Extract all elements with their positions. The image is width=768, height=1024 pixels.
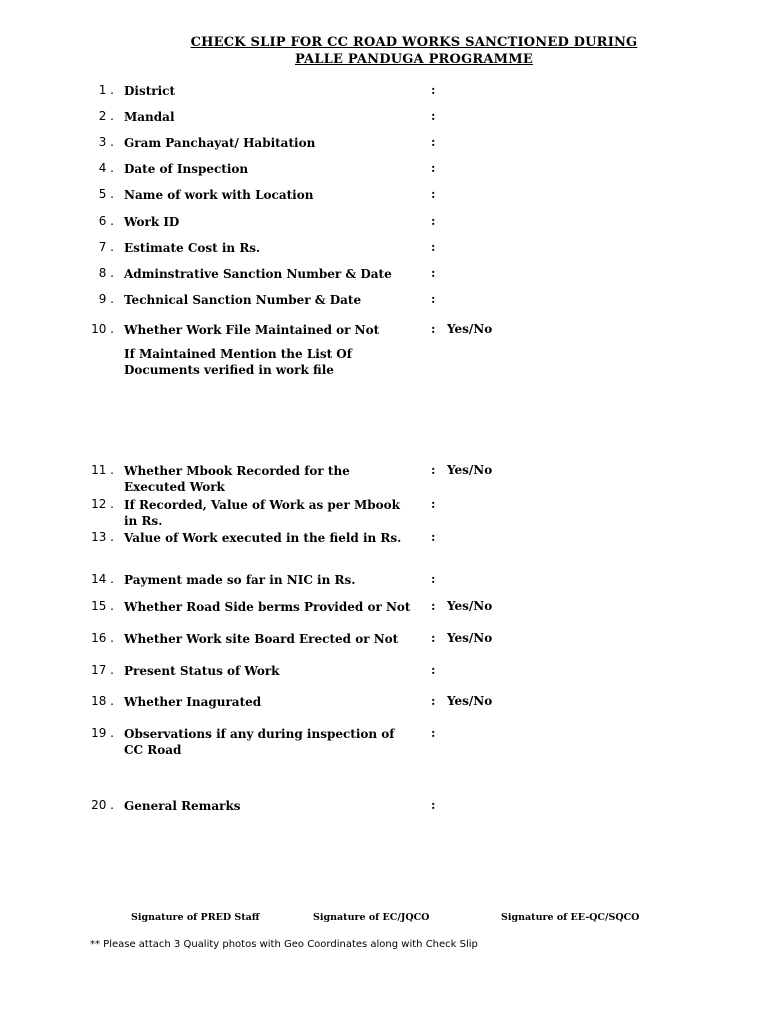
- item-number: 2 .: [98, 109, 114, 123]
- item-colon: :: [431, 726, 436, 740]
- document-title-line2: PALLE PANDUGA PROGRAMME: [295, 52, 533, 67]
- item-colon: :: [431, 161, 436, 175]
- item-label: Whether Road Side berms Provided or Not: [124, 600, 411, 614]
- item-10-sub-instruction: If Maintained Mention the List Of Documents verified in work file: [124, 347, 352, 377]
- item-label: General Remarks: [124, 799, 241, 813]
- item-answer-yes-no: Yes/No: [447, 322, 493, 336]
- item-colon: :: [431, 266, 436, 280]
- signature-ee-qc-sqco: Signature of EE-QC/SQCO: [501, 912, 640, 923]
- item-colon: :: [431, 240, 436, 254]
- item-label: Value of Work executed in the field in Rs.: [124, 531, 402, 545]
- item-number: 12 .: [91, 497, 114, 511]
- item-label: Whether Work File Maintained or Not: [124, 323, 380, 337]
- item-number: 11 .: [91, 463, 114, 477]
- item-colon: :: [431, 694, 436, 708]
- item-number: 1 .: [98, 83, 114, 97]
- item-number: 18 .: [91, 694, 114, 708]
- item-colon: :: [431, 109, 436, 123]
- item-colon: :: [431, 214, 436, 228]
- item-label: Mandal: [124, 110, 175, 124]
- item-label: Date of Inspection: [124, 162, 249, 176]
- item-number: 6 .: [98, 214, 114, 228]
- item-label: Technical Sanction Number & Date: [124, 293, 362, 307]
- item-label: Gram Panchayat/ Habitation: [124, 136, 316, 150]
- item-answer-yes-no: Yes/No: [447, 463, 493, 477]
- item-answer-yes-no: Yes/No: [447, 631, 493, 645]
- item-number: 8 .: [98, 266, 114, 280]
- item-answer-yes-no: Yes/No: [447, 694, 493, 708]
- item-number: 19 .: [91, 726, 114, 740]
- item-colon: :: [431, 322, 436, 336]
- item-number: 5 .: [98, 187, 114, 201]
- item-number: 17 .: [91, 663, 114, 677]
- item-label: If Recorded, Value of Work as per Mbook in Rs.: [124, 498, 400, 528]
- item-label: Payment made so far in NIC in Rs.: [124, 573, 356, 587]
- item-label: Estimate Cost in Rs.: [124, 241, 261, 255]
- item-colon: :: [431, 663, 436, 677]
- item-number: 3 .: [98, 135, 114, 149]
- item-label: Work ID: [124, 215, 180, 229]
- item-colon: :: [431, 187, 436, 201]
- item-label: Whether Work site Board Erected or Not: [124, 632, 399, 646]
- item-label: Observations if any during inspection of CC Road: [124, 727, 395, 757]
- item-number: 20 .: [91, 798, 114, 812]
- item-number: 16 .: [91, 631, 114, 645]
- item-colon: :: [431, 530, 436, 544]
- item-colon: :: [431, 497, 436, 511]
- item-label: Whether Inagurated: [124, 695, 262, 709]
- item-answer-yes-no: Yes/No: [447, 599, 493, 613]
- item-label: Name of work with Location: [124, 188, 314, 202]
- item-number: 9 .: [98, 292, 114, 306]
- item-label: Present Status of Work: [124, 664, 280, 678]
- document-title-line1: CHECK SLIP FOR CC ROAD WORKS SANCTIONED DURING: [190, 35, 638, 50]
- item-label: Whether Mbook Recorded for the Executed Work: [124, 464, 350, 494]
- item-colon: :: [431, 83, 436, 97]
- item-colon: :: [431, 292, 436, 306]
- item-number: 10 .: [91, 322, 114, 336]
- item-colon: :: [431, 798, 436, 812]
- item-number: 13 .: [91, 530, 114, 544]
- signature-ec-jqco: Signature of EC/JQCO: [313, 912, 430, 923]
- signature-pred-staff: Signature of PRED Staff: [131, 912, 260, 923]
- item-label: Adminstrative Sanction Number & Date: [124, 267, 392, 281]
- item-colon: :: [431, 572, 436, 586]
- item-number: 14 .: [91, 572, 114, 586]
- footnote: ** Please attach 3 Quality photos with Geo Coordinates along with Check Slip: [90, 939, 478, 950]
- item-colon: :: [431, 463, 436, 477]
- item-label: District: [124, 84, 175, 98]
- item-colon: :: [431, 135, 436, 149]
- item-number: 4 .: [98, 161, 114, 175]
- item-colon: :: [431, 599, 436, 613]
- item-number: 15 .: [91, 599, 114, 613]
- item-number: 7 .: [98, 240, 114, 254]
- item-colon: :: [431, 631, 436, 645]
